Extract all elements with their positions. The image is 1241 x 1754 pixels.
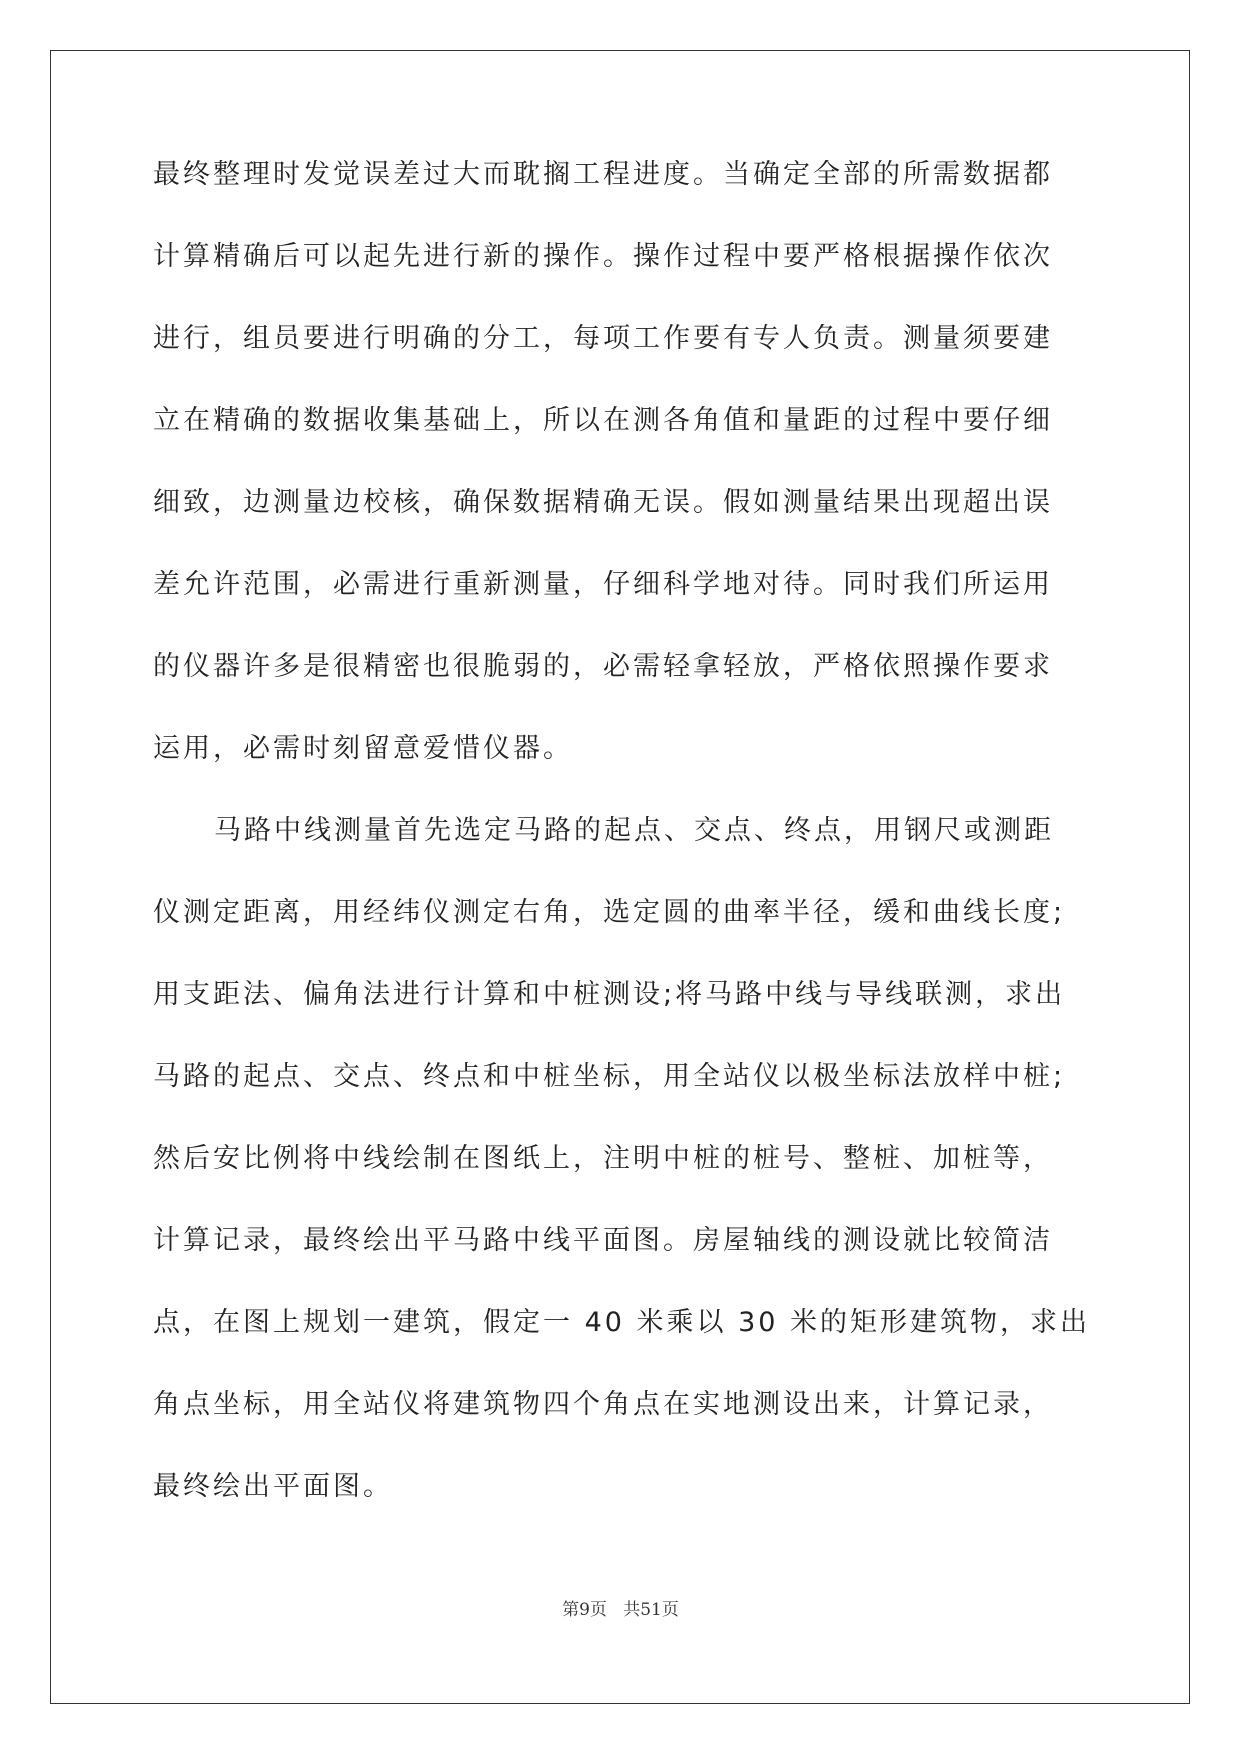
text-line: 最终绘出平面图。 [153,1472,393,1502]
text-line: 运用，必需时刻留意爱惜仪器。 [153,734,573,764]
page-number: 9 [579,1600,590,1620]
total-pages: 51 [640,1600,662,1620]
page-suffix: 页 [589,1600,607,1620]
text-line-paragraph-start: 马路中线测量首先选定马路的起点、交点、终点，用钢尺或测距 [214,816,1054,846]
page-prefix: 第 [562,1600,580,1620]
text-line: 仪测定距离，用经纬仪测定右角，选定圆的曲率半径，缓和曲线长度; [153,898,1066,928]
text-line: 计算记录，最终绘出平马路中线平面图。房屋轴线的测设就比较简洁 [153,1226,1053,1256]
text-line: 进行，组员要进行明确的分工，每项工作要有专人负责。测量须要建 [153,324,1053,354]
text-line: 用支距法、偏角法进行计算和中桩测设;将马路中线与导线联测，求出 [153,980,1066,1010]
page-footer [0,1595,1241,1620]
text-line: 细致，边测量边校核，确保数据精确无误。假如测量结果出现超出误 [153,488,1053,518]
text-line: 计算精确后可以起先进行新的操作。操作过程中要严格根据操作依次 [153,242,1053,272]
text-line: 立在精确的数据收集基础上，所以在测各角值和量距的过程中要仔细 [153,406,1053,436]
text-line: 点，在图上规划一建筑，假定一 40 米乘以 30 米的矩形建筑物，求出 [153,1308,1091,1338]
text-line: 角点坐标，用全站仪将建筑物四个角点在实地测设出来，计算记录， [153,1390,1053,1420]
text-line: 最终整理时发觉误差过大而耽搁工程进度。当确定全部的所需数据都 [153,160,1053,190]
text-line: 差允许范围，必需进行重新测量，仔细科学地对待。同时我们所运用 [153,570,1053,600]
text-line: 马路的起点、交点、终点和中桩坐标，用全站仪以极坐标法放样中桩; [153,1062,1066,1092]
text-line: 的仪器许多是很精密也很脆弱的，必需轻拿轻放，严格依照操作要求 [153,652,1053,682]
total-prefix: 共 [623,1600,641,1620]
document-body [153,160,1093,1554]
text-line: 然后安比例将中线绘制在图纸上，注明中桩的桩号、整桩、加桩等， [153,1144,1053,1174]
total-suffix: 页 [661,1600,679,1620]
